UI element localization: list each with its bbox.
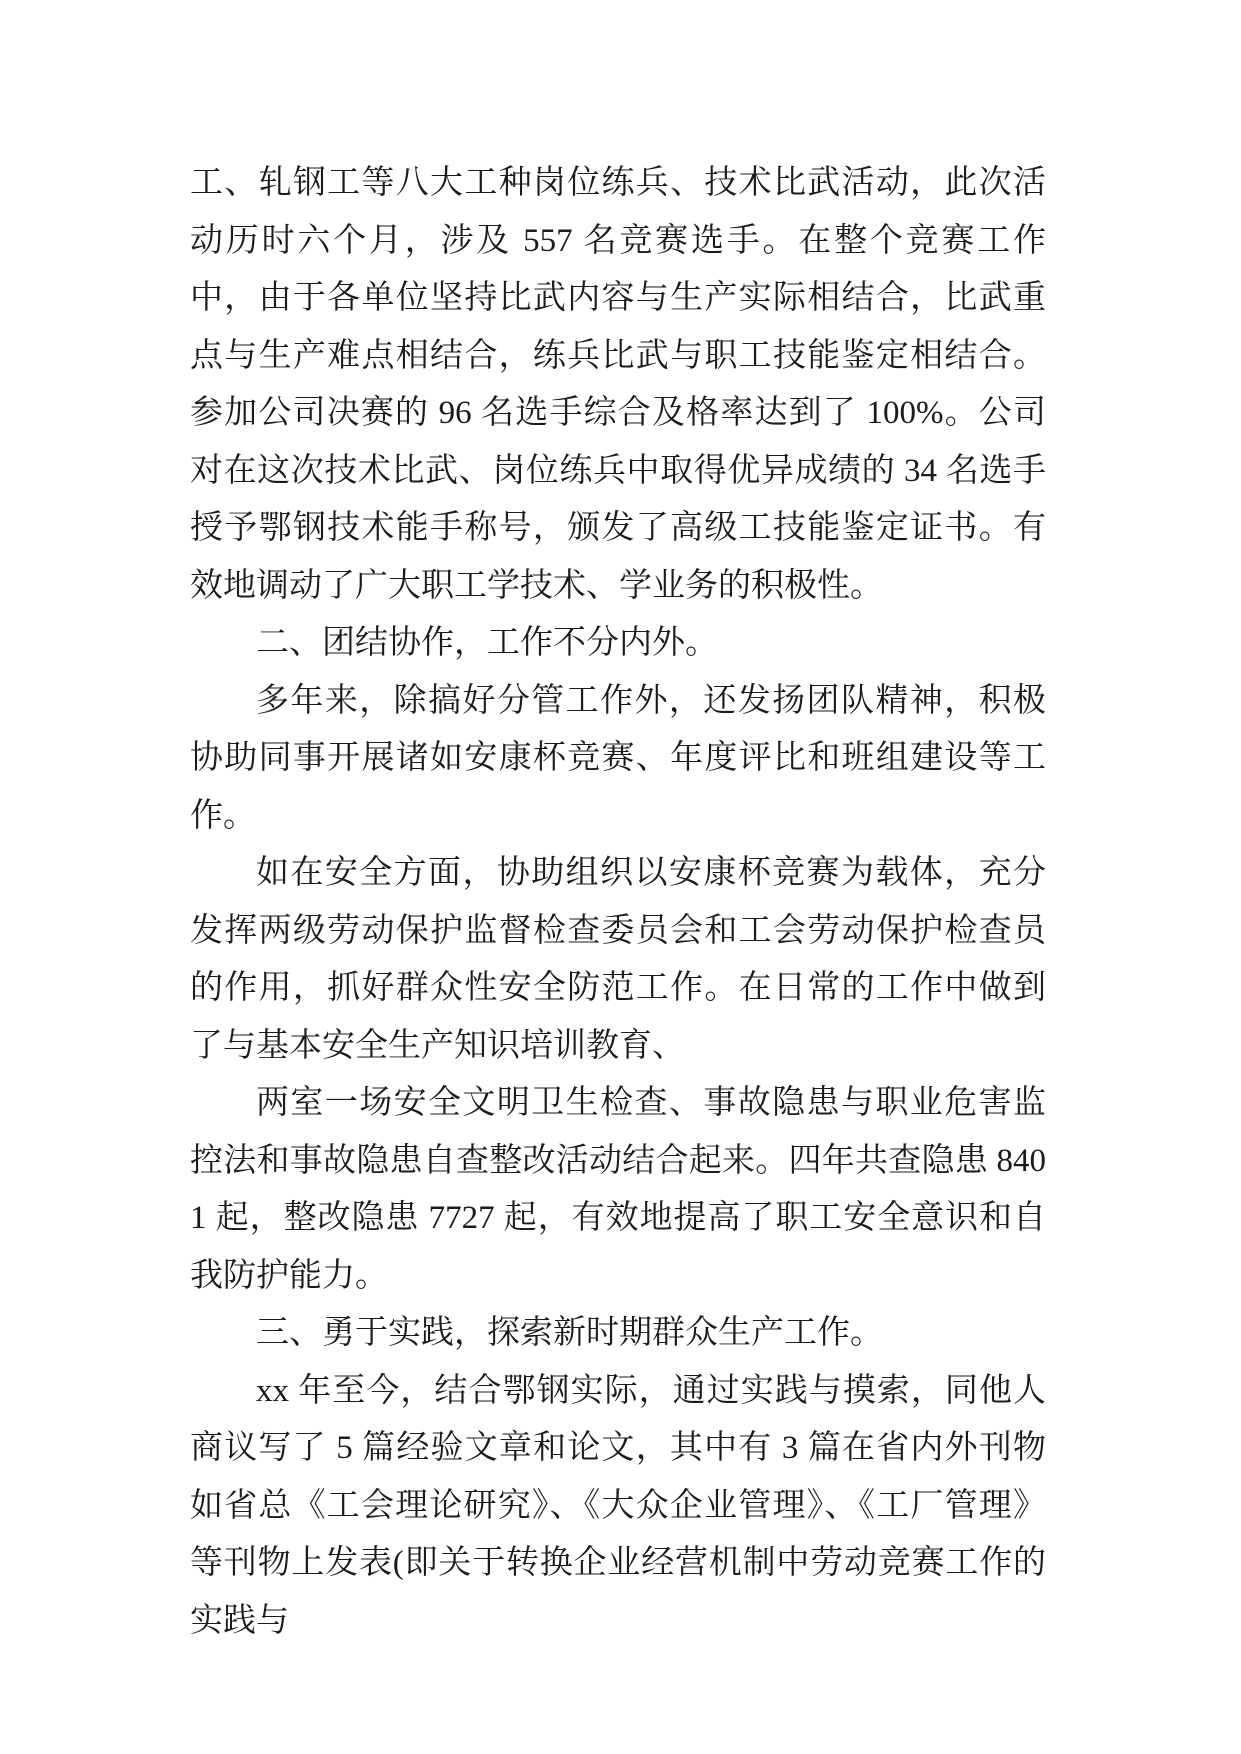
paragraph-practice-cutoff: xx 年至今，结合鄂钢实际，通过实践与摸索，同他人商议写了 5 篇经验文章和论文，其中有 3 篇在省内外刊物如省总《工会理论研究》、《大众企业管理》、《工厂管理》等刊物上发表(即关于转换企业经营机制中劳动竞赛工作的实践与 <box>190 1372 1047 1639</box>
paragraph-teamwork: 多年来，除搞好分管工作外，还发扬团队精神，积极协助同事开展诸如安康杯竞赛、年度评比和班组建设等工作。 <box>190 682 1046 834</box>
paragraph-safety-work: 如在安全方面，协助组织以安康杯竞赛为载体，充分发挥两级劳动保护监督检查委员会和工会劳动保护检查员的作用，抓好群众性安全防范工作。在日常的工作中做到了与基本安全生产知识培训教育、 <box>190 855 1046 1064</box>
section-heading-2: 二、团结协作，工作不分内外。 <box>256 625 718 661</box>
paragraph-safety-results: 两室一场安全文明卫生检查、事故隐患与职业危害监控法和事故隐患自查整改活动结合起来。四年共查隐患 8401 起，整改隐患 7727 起，有效地提高了职工安全意识和自我防护能力。 <box>190 1085 1046 1294</box>
document-body <box>190 155 1046 1650</box>
paragraph-continuation: 工、轧钢工等八大工种岗位练兵、技术比武活动，此次活动历时六个月，涉及 557 名竞赛选手。在整个竞赛工作中，由于各单位坚持比武内容与生产实际相结合，比武重点与生产难点相结合，练兵比武与职工技能鉴定相结合。参加公司决赛的 96 名选手综合及格率达到了 100%。公司对在这次技术比武、岗位练兵中取得优异成绩的 34 名选手授予鄂钢技术能手称号，颁发了高级工技能鉴定证书。有效地调动了广大职工学技术、学业务的积极性。 <box>190 165 1046 604</box>
section-heading-3: 三、勇于实践，探索新时期群众生产工作。 <box>256 1315 883 1351</box>
